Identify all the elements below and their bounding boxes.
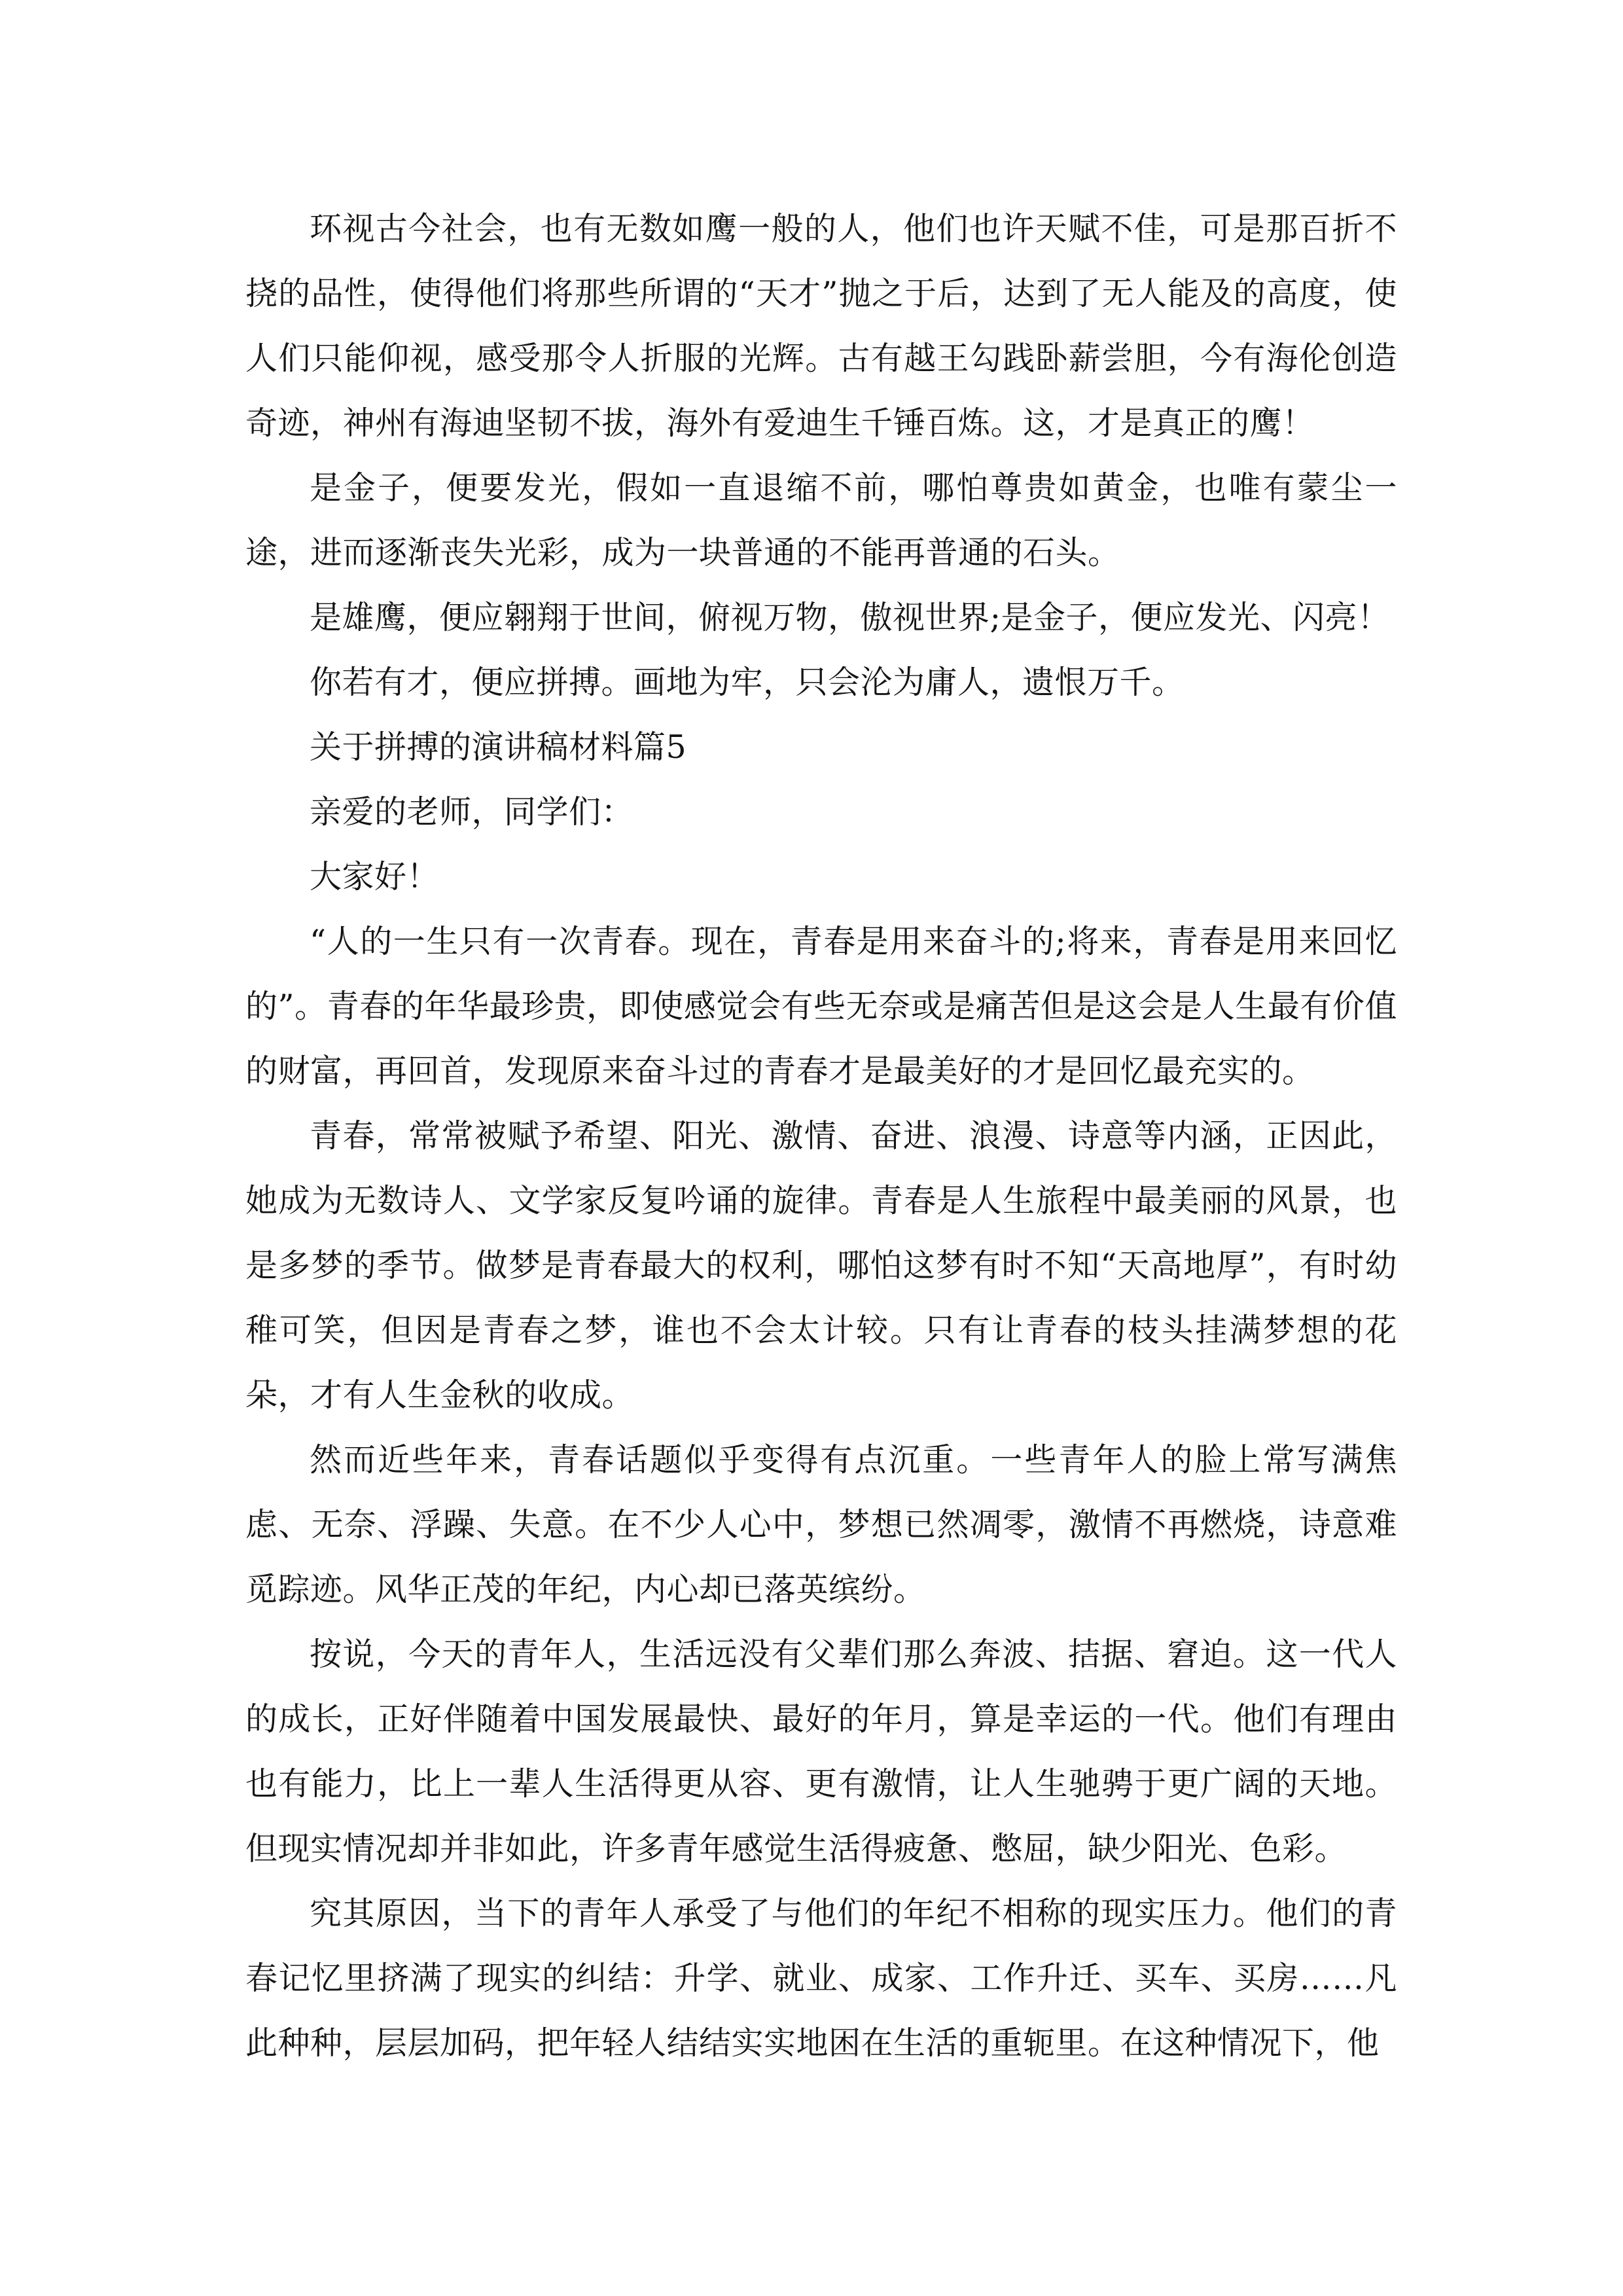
paragraph: 究其原因，当下的青年人承受了与他们的年纪不相称的现实压力。他们的青春记忆里挤满了现实的纠结：升学、就业、成家、工作升迁、买车、买房……凡此种种，层层加码，把年轻人结结实实地困在生活的重轭里。在这种情况下，他 <box>245 1895 1397 2062</box>
document-body <box>245 196 1397 2075</box>
paragraph: 是雄鹰，便应翱翔于世间，俯视万物，傲视世界;是金子，便应发光、闪亮！ <box>310 599 1390 636</box>
paragraph: “人的一生只有一次青春。现在，青春是用来奋斗的;将来，青春是用来回忆的”。青春的年华最珍贵，即使感觉会有些无奈或是痛苦但是这会是人生最有价值的财富，再回首，发现原来奋斗过的青春才是最美好的才是回忆最充实的。 <box>245 923 1397 1090</box>
paragraph: 然而近些年来，青春话题似乎变得有点沉重。一些青年人的脸上常写满焦虑、无奈、浮躁、失意。在不少人心中，梦想已然凋零，激情不再燃烧，诗意难觅踪迹。风华正茂的年纪，内心却已落英缤纷。 <box>245 1441 1397 1608</box>
paragraph: 环视古今社会，也有无数如鹰一般的人，他们也许天赋不佳，可是那百折不挠的品性，使得他们将那些所谓的“天才”抛之于后，达到了无人能及的高度，使人们只能仰视，感受那令人折服的光辉。古有越王勾践卧薪尝胆，今有海伦创造奇迹，神州有海迪坚韧不拔，海外有爱迪生千锤百炼。这，才是真正的鹰！ <box>245 210 1397 442</box>
paragraph: 是金子，便要发光，假如一直退缩不前，哪怕尊贵如黄金，也唯有蒙尘一途，进而逐渐丧失光彩，成为一块普通的不能再普通的石头。 <box>245 469 1397 571</box>
paragraph: 青春，常常被赋予希望、阳光、激情、奋进、浪漫、诗意等内涵，正因此，她成为无数诗人、文学家反复吟诵的旋律。青春是人生旅程中最美丽的风景，也是多梦的季节。做梦是青春最大的权利，哪怕这梦有时不知“天高地厚”，有时幼稚可笑，但因是青春之梦，谁也不会太计较。只有让青春的枝头挂满梦想的花朵，才有人生金秋的收成。 <box>245 1117 1397 1414</box>
greeting: 大家好！ <box>310 858 440 895</box>
paragraph: 你若有才，便应拼搏。画地为牢，只会沦为庸人，遗恨万千。 <box>310 664 1185 701</box>
paragraph: 按说，今天的青年人，生活远没有父辈们那么奔波、拮据、窘迫。这一代人的成长，正好伴随着中国发展最快、最好的年月，算是幸运的一代。他们有理由也有能力，比上一辈人生活得更从容、更有激情，让人生驰骋于更广阔的天地。但现实情况却并非如此，许多青年感觉生活得疲惫、憋屈，缺少阳光、色彩。 <box>245 1636 1397 1867</box>
section-heading: 关于拼搏的演讲稿材料篇5 <box>310 728 687 766</box>
salutation: 亲爱的老师，同学们： <box>310 793 634 831</box>
